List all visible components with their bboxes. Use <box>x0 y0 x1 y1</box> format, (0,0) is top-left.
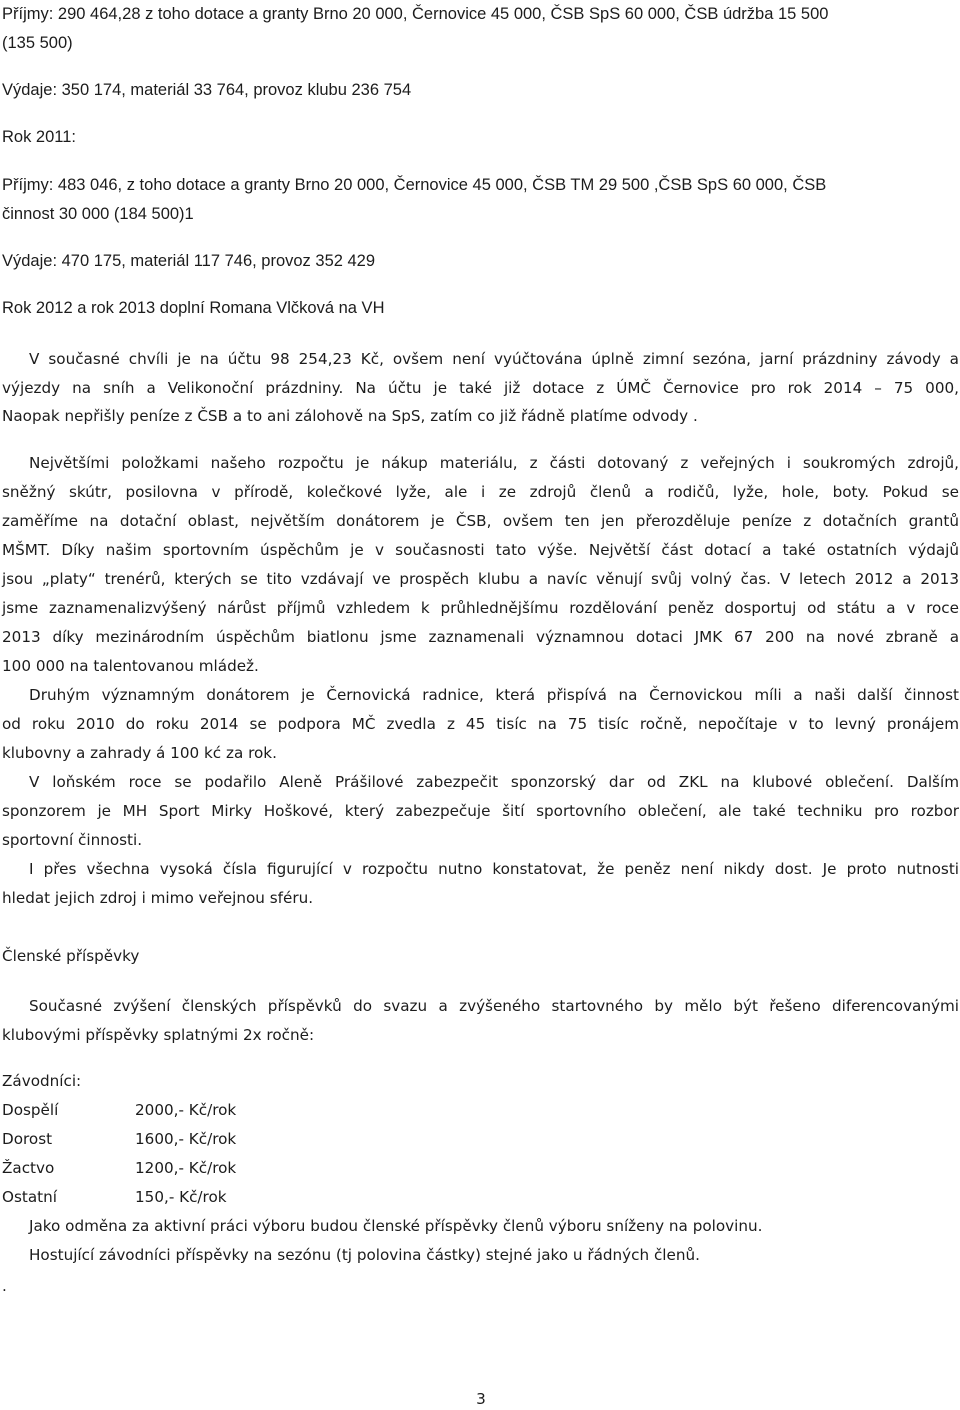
year-2011-heading: Rok 2011: <box>2 128 76 146</box>
racers-label: Závodníci: <box>2 1072 82 1090</box>
sponsor-paragraph-line: V loňském roce se podařilo Aleně Prášilové zabezpečit sponzorský dar od ZKL na klubové oblečení. Dalším <box>29 773 959 791</box>
sponsor-paragraph-line: sponzorem je MH Sport Mirky Hoškové, který zabezpečuje šití sportovního oblečení, ale také techniku pro rozbor <box>2 802 959 820</box>
committee-discount-note: Jako odměna za aktivní práci výboru budou členské příspěvky členů výboru sníženy na polovinu. <box>29 1217 763 1235</box>
budget-paragraph-line: 2013 díky mezinárodním úspěchům biatlonu jsme zaznamenali významnou dotaci JMK 67 200 na nové zbraně a <box>2 628 959 646</box>
council-paragraph-line: od roku 2010 do roku 2014 se podpora MČ zvedla z 45 tisíc na 75 tisíc ročně, nepočítaje v to levný pronájem <box>2 715 959 733</box>
budget-paragraph-line: sněžný skútr, posilovna v přírodě, kolečkové lyže, ale i ze zdrojů členů a rodičů, lyže, hole, boty. Pokud se <box>2 483 959 501</box>
fee-amount: 2000,- Kč/rok <box>135 1101 237 1119</box>
budget-paragraph-line: MŠMT. Díky našim sportovním úspěchům je v současnosti tato výše. Největší část dotací a také ostatních výdajů <box>2 541 959 559</box>
fee-amount: 150,- Kč/rok <box>135 1188 227 1206</box>
budget-paragraph-line: zaměříme na dotační oblast, největším donátorem je ČSB, ovšem ten jen přerozděluje peníze z dotačních grantů <box>2 512 959 530</box>
membership-intro-line: Současné zvýšení členských příspěvků do svazu a zvýšeného startovného by mělo být řešeno diferencovanými <box>29 997 959 1015</box>
fee-amount: 1200,- Kč/rok <box>135 1159 237 1177</box>
membership-intro-line: klubovými příspěvky splatnými 2x ročně: <box>2 1026 315 1044</box>
years-2012-2013-note: Rok 2012 a rok 2013 doplní Romana Vlčková na VH <box>2 299 385 317</box>
page-number: 3 <box>476 1390 486 1408</box>
fee-category: Dospělí <box>2 1101 59 1119</box>
fee-category: Ostatní <box>2 1188 57 1206</box>
account-paragraph-line: výjezdy na sníh a Velikonoční prázdniny. Na účtu je také již dotace z ÚMČ Černovice pro rok 2014 – 75 000, <box>2 379 959 397</box>
council-paragraph-line: klubovny a zahrady á 100 kć za rok. <box>2 744 277 762</box>
account-paragraph-line: V současné chvíli je na účtu 98 254,23 Kč, ovšem není vyúčtována úplně zimní sezóna, jarní prázdniny závody a <box>29 350 959 368</box>
income-2011: Příjmy: 483 046, z toho dotace a granty Brno 20 000, Černovice 45 000, ČSB TM 29 500 ,ČSB SpS 60 000, ČSB <box>2 176 827 194</box>
budget-paragraph-line: jsme zaznamenalizvýšený nárůst příjmů vzhledem k průhlednějšímu rozdělování peněz dosportuj od státu a v roce <box>2 599 959 617</box>
membership-heading: Členské příspěvky <box>2 947 140 965</box>
budget-paragraph-line: Největšími položkami našeho rozpočtu je nákup materiálu, z části dotovaný z veřejných i soukromých zdrojů, <box>29 454 959 472</box>
budget-paragraph-line: jsou „platy“ trenérů, kterých se tito vzdávají ve prospěch klubu a navíc věnují svůj volný čas. V letech 2012 a 2013 <box>2 570 959 588</box>
fee-category: Dorost <box>2 1130 53 1148</box>
council-paragraph-line: Druhým významným donátorem je Černovická radnice, která přispívá na Černovickou míli a naši další činnost <box>29 686 959 704</box>
income-previous-period: Příjmy: 290 464,28 z toho dotace a granty Brno 20 000, Černovice 45 000, ČSB SpS 60 000, ČSB údržba 15 500 <box>2 5 829 23</box>
stray-dot: . <box>2 1277 7 1295</box>
account-paragraph-line: Naopak nepřišly peníze z ČSB a to ani zálohově na SpS, zatím co již řádně platíme odvody . <box>2 407 698 425</box>
income-2011-continued: činnost 30 000 (184 500)1 <box>2 205 194 223</box>
guest-racers-note: Hostující závodníci příspěvky na sezónu (tj polovina částky) stejné jako u řádných členů. <box>29 1246 700 1264</box>
sources-paragraph-line: I přes všechna vysoká čísla figurující v rozpočtu nutno konstatovat, že peněz není nikdy dost. Je proto nutnosti <box>29 860 959 878</box>
sponsor-paragraph-line: sportovní činnosti. <box>2 831 143 849</box>
income-previous-total: (135 500) <box>2 34 73 52</box>
fee-amount: 1600,- Kč/rok <box>135 1130 237 1148</box>
sources-paragraph-line: hledat jejich zdroj i mimo veřejnou sféru. <box>2 889 314 907</box>
fee-category: Žactvo <box>2 1159 55 1177</box>
expenses-previous-period: Výdaje: 350 174, materiál 33 764, provoz klubu 236 754 <box>2 81 412 99</box>
expenses-2011: Výdaje: 470 175, materiál 117 746, provoz 352 429 <box>2 252 376 270</box>
budget-paragraph-line: 100 000 na talentovanou mládež. <box>2 657 259 675</box>
